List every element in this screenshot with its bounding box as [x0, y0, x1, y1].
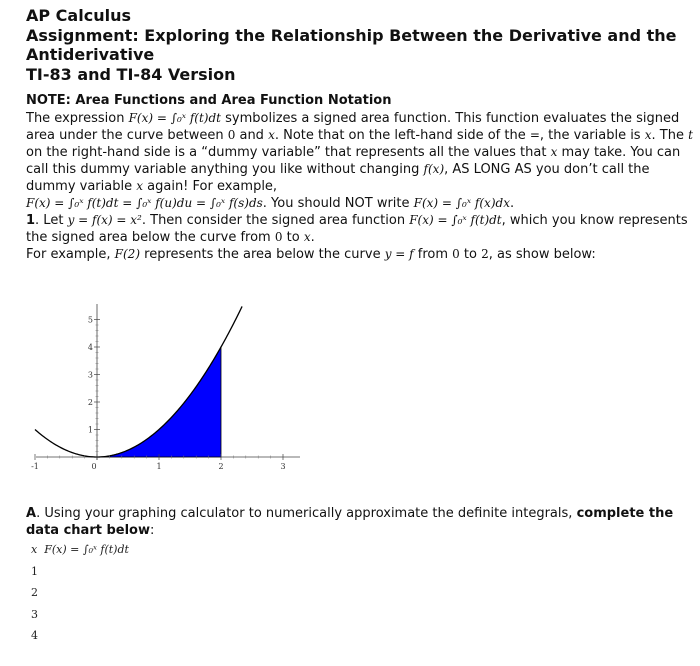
col-F-header: F(x) = ∫₀ˣ f(t)dt	[44, 543, 129, 556]
y-tick-label: 4	[87, 343, 93, 352]
x-tick-label: 0	[91, 462, 97, 471]
table-row: 2	[31, 586, 38, 599]
table-row: 4	[31, 629, 38, 642]
table-header	[31, 543, 129, 565]
course-title: AP Calculus	[26, 6, 131, 25]
y-tick-label: 5	[87, 315, 93, 325]
y-tick-label: 3	[87, 370, 93, 380]
version-title: TI-83 and TI-84 Version	[26, 64, 236, 84]
shaded-area	[97, 347, 221, 457]
question-1: 1. Let y = f(x) = x². Then consider the signed area function F(x) = ∫₀ˣ f(t)dt, which you know represents the signed area below the curve from 0 to x. For example, F(2) represents the area below the curve y = f from 0 to 2, as show below:	[26, 213, 688, 262]
y-tick-label: 1	[87, 425, 93, 435]
x-tick-label: -1	[31, 462, 39, 471]
assignment-title: Assignment: Exploring the Relationship Between the Derivative and the Antiderivative	[26, 25, 677, 64]
x-tick-label: 1	[156, 462, 162, 471]
y-tick-label: 2	[87, 398, 93, 407]
note-title: NOTE: Area Functions and Area Function Notation	[26, 93, 392, 108]
col-x-header: x	[31, 543, 38, 556]
area-graph	[0, 296, 700, 496]
document	[26, 6, 696, 263]
note-paragraph: The expression F(x) = ∫₀ˣ f(t)dt symbolizes a signed area function. This function evaluates the signed area under the curve between 0 and x. Note that on the left-hand side of the =, the variable is x. The t on the right-hand side is a “dummy variable” that represents all the values that x may take. You can call this dummy variable anything you like without changing f(x), AS LONG AS you don’t call the dummy variable x again! For example, F(x) = ∫₀ˣ f(t)dt = ∫₀ˣ f(u)du = ∫₀ˣ f(s)ds. You should NOT write F(x) = ∫₀ˣ f(x)dx.	[26, 111, 693, 211]
part-a-instructions: A. Using your graphing calculator to numerically approximate the definite integrals, complete the data chart below:	[26, 506, 674, 538]
table-row: 3	[31, 607, 38, 621]
table-row: 1	[31, 564, 38, 578]
data-chart	[31, 543, 129, 651]
x-tick-label: 2	[218, 462, 224, 471]
x-tick-label: 3	[280, 462, 286, 471]
